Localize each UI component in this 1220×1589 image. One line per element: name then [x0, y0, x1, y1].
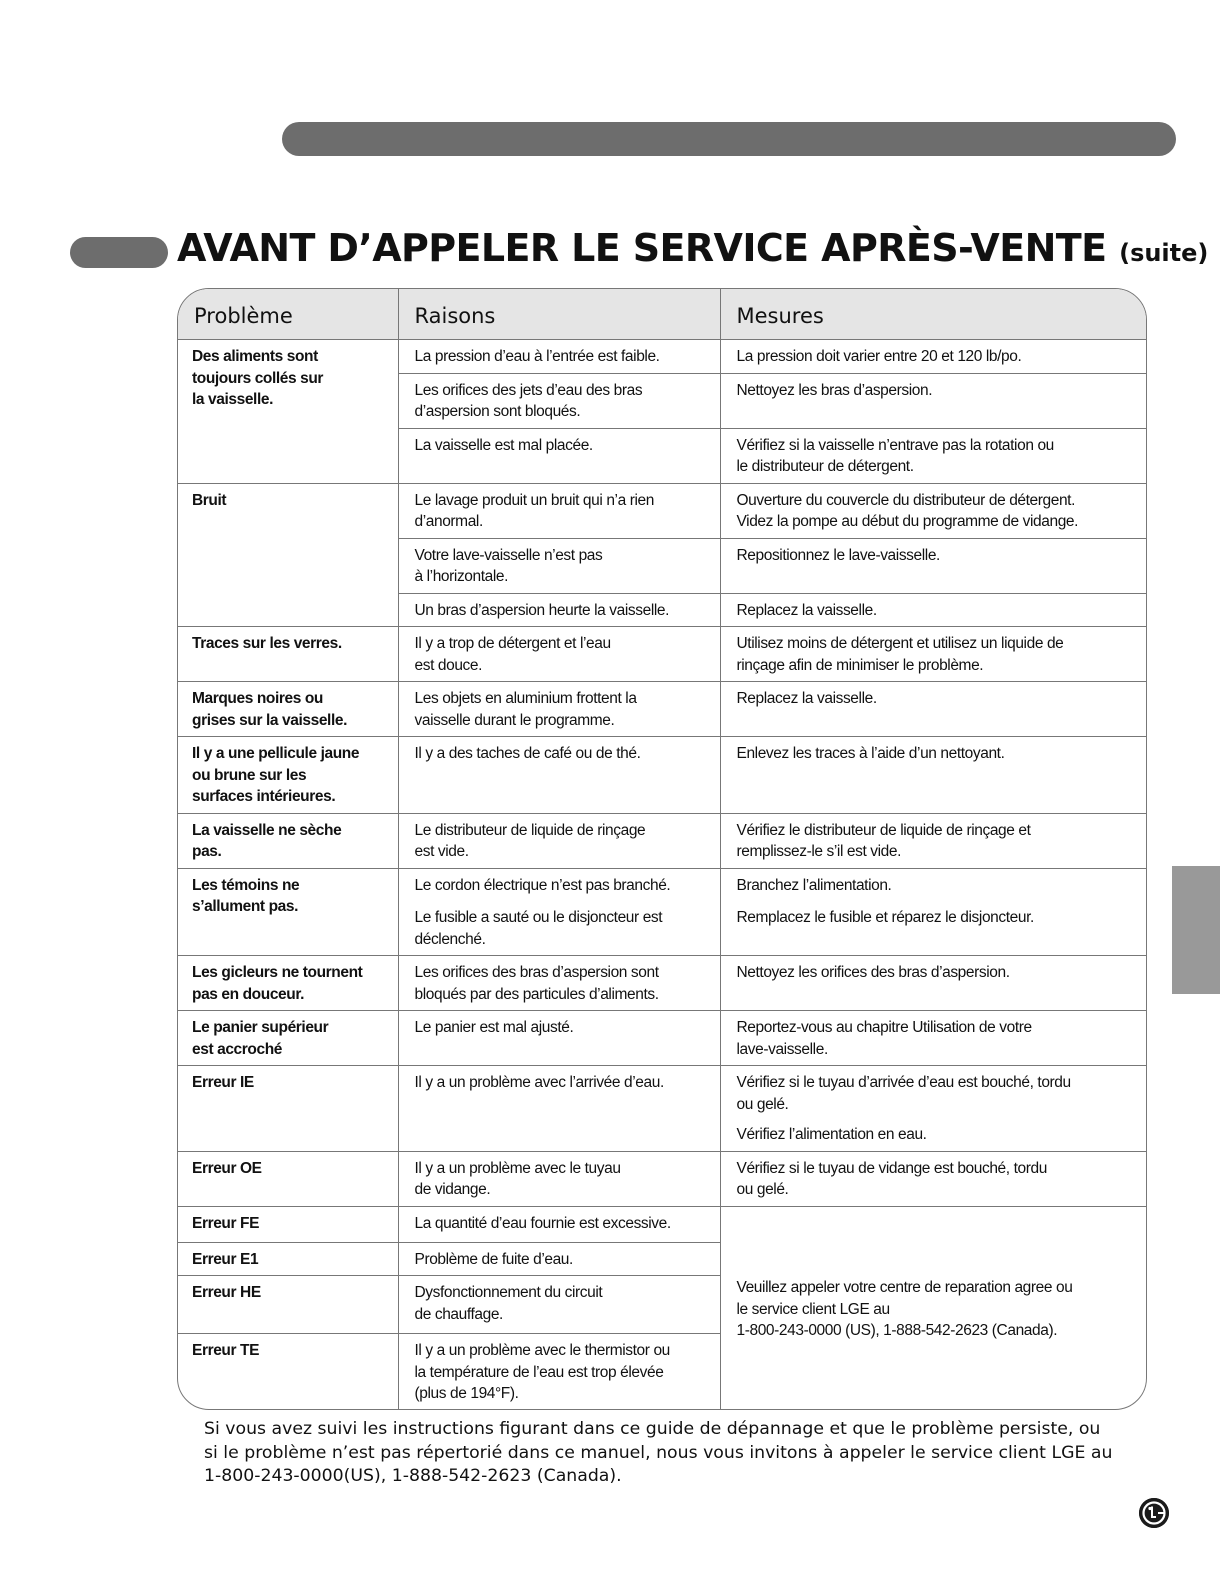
measure-cell	[720, 868, 1146, 901]
table-row	[178, 956, 1146, 1011]
reason-text: Il y a un problème avec le thermistor ou la température de l’eau est trop élevée (plus de 194°F).	[414, 1342, 670, 1402]
measure-cell	[720, 682, 1146, 737]
reason-cell	[398, 1242, 720, 1276]
reason-text: Les orifices des bras d’aspersion sont bloqués par des particules d’aliments.	[414, 964, 659, 1003]
measure-text: Branchez l’alimentation.	[736, 876, 892, 894]
problem-cell	[178, 813, 398, 868]
footer-note: Si vous avez suivi les instructions figurant dans ce guide de dépannage et que le problème persiste, ou si le problème n’est pas répertorié dans ce manuel, nous vous invitons à appeler le service client LGE au 1-800-243-0000(US), 1-888-542-2623 (Canada).	[204, 1419, 1113, 1486]
problem-cell	[178, 627, 398, 682]
measure-cell	[720, 956, 1146, 1011]
measure-cell	[720, 373, 1146, 428]
problem-text: Marques noires ou grises sur la vaisselle.	[192, 690, 347, 729]
problem-cell	[178, 956, 398, 1011]
measure-cell	[720, 340, 1146, 374]
problem-text: Erreur IE	[192, 1074, 254, 1091]
problem-cell	[178, 868, 398, 956]
problem-text: Le panier supérieur est accroché	[192, 1019, 329, 1058]
reason-cell	[398, 340, 720, 374]
reason-cell	[398, 1276, 720, 1334]
reason-cell	[398, 1334, 720, 1411]
reason-text: Votre lave-vaisselle n’est pas à l’horizontale.	[414, 546, 603, 585]
measure-cell	[720, 1066, 1146, 1152]
table-row	[178, 483, 1146, 538]
reason-cell	[398, 901, 720, 956]
measure-text: Enlevez les traces à l’aide d’un nettoyant.	[736, 745, 1005, 762]
measure-cell	[720, 428, 1146, 483]
problem-cell	[178, 737, 398, 814]
measure-text: Replacez la vaisselle.	[736, 690, 877, 707]
reason-text: Dysfonctionnement du circuit de chauffage.	[414, 1284, 603, 1323]
reason-text: Il y a un problème avec l’arrivée d’eau.	[414, 1074, 664, 1091]
reason-cell	[398, 627, 720, 682]
table-row	[178, 1151, 1146, 1206]
measure-text: Nettoyez les bras d’aspersion.	[736, 381, 933, 399]
measure-text: Veuillez appeler votre centre de reparation agree ou le service client LGE au 1-800-243-0000 (US), 1-888-542-2623 (Canada).	[736, 1279, 1073, 1339]
measure-cell	[720, 1151, 1146, 1206]
reason-cell	[398, 1066, 720, 1152]
measure-cell	[720, 737, 1146, 814]
problem-text: Erreur TE	[192, 1342, 260, 1359]
problem-text: Les témoins ne s’allument pas.	[192, 876, 300, 915]
reason-cell	[398, 483, 720, 538]
reason-text: Le panier est mal ajusté.	[414, 1019, 574, 1036]
problem-cell	[178, 340, 398, 484]
table-row	[178, 813, 1146, 868]
side-section-tab	[1172, 866, 1220, 994]
reason-text: Problème de fuite d’eau.	[414, 1250, 573, 1268]
problem-text: Erreur FE	[192, 1214, 260, 1232]
measure-text-secondary: Vérifiez l’alimentation en eau.	[736, 1126, 927, 1143]
problem-text: Erreur HE	[192, 1284, 261, 1301]
problem-text: La vaisselle ne sèche pas.	[192, 821, 342, 860]
reason-cell	[398, 593, 720, 627]
reason-cell	[398, 813, 720, 868]
reason-cell	[398, 956, 720, 1011]
reason-cell	[398, 538, 720, 593]
table-row	[178, 1011, 1146, 1066]
table-row	[178, 737, 1146, 814]
reason-cell	[398, 1151, 720, 1206]
measure-cell	[720, 483, 1146, 538]
problem-cell	[178, 1242, 398, 1276]
problem-cell	[178, 1011, 398, 1066]
header-problem: Problème	[178, 289, 398, 340]
table-header-row	[178, 289, 1146, 340]
table-row	[178, 627, 1146, 682]
measure-text: Replacez la vaisselle.	[736, 601, 877, 619]
reason-text: Le cordon électrique n’est pas branché.	[414, 876, 671, 894]
problem-text: Les gicleurs ne tournent pas en douceur.	[192, 964, 363, 1003]
measure-text: Vérifiez le distributeur de liquide de rinçage et remplissez-le s’il est vide.	[736, 821, 1031, 860]
measure-cell	[720, 538, 1146, 593]
problem-cell	[178, 1206, 398, 1242]
problem-cell	[178, 483, 398, 627]
problem-cell	[178, 1334, 398, 1411]
reason-cell	[398, 373, 720, 428]
measure-text: Nettoyez les orifices des bras d’aspersion.	[736, 964, 1010, 981]
measure-cell	[720, 1011, 1146, 1066]
measure-text: Vérifiez si le tuyau de vidange est bouché, tordu ou gelé.	[736, 1159, 1047, 1198]
troubleshooting-table	[177, 288, 1147, 1410]
problem-text: Erreur OE	[192, 1159, 262, 1177]
reason-cell	[398, 737, 720, 814]
problem-cell	[178, 1151, 398, 1206]
problem-text: Des aliments sont toujours collés sur la vaisselle.	[192, 348, 324, 408]
reason-text: Un bras d’aspersion heurte la vaisselle.	[414, 601, 670, 619]
problem-cell	[178, 682, 398, 737]
reason-text: La vaisselle est mal placée.	[414, 436, 593, 454]
page-title-suffix: (suite)	[1119, 239, 1209, 267]
measure-text: Repositionnez le lave-vaisselle.	[736, 546, 940, 564]
top-decorative-bar	[282, 122, 1176, 156]
title-decorative-pill	[70, 237, 168, 268]
measure-cell	[720, 813, 1146, 868]
troubleshooting-table-grid	[178, 289, 1146, 1410]
header-reason: Raisons	[398, 289, 720, 340]
measure-cell	[720, 901, 1146, 956]
lg-logo-icon	[1139, 1498, 1169, 1528]
measure-text: Utilisez moins de détergent et utilisez un liquide de rinçage afin de minimiser le problème.	[736, 635, 1064, 674]
measure-text: Ouverture du couvercle du distributeur de détergent. Videz la pompe au début du programme de vidange.	[736, 491, 1079, 530]
problem-cell	[178, 1276, 398, 1334]
problem-text: Traces sur les verres.	[192, 635, 342, 652]
header-measure: Mesures	[720, 289, 1146, 340]
measure-cell	[720, 593, 1146, 627]
measure-text: Vérifiez si la vaisselle n’entrave pas la rotation ou le distributeur de détergent.	[736, 436, 1054, 475]
reason-cell	[398, 1206, 720, 1242]
measure-text: Vérifiez si le tuyau d’arrivée d’eau est bouché, tordu ou gelé.	[736, 1074, 1071, 1113]
problem-text: Il y a une pellicule jaune ou brune sur les surfaces intérieures.	[192, 745, 360, 805]
table-row	[178, 682, 1146, 737]
table-row	[178, 1206, 1146, 1242]
table-row	[178, 340, 1146, 374]
reason-cell	[398, 868, 720, 901]
reason-text: Il y a un problème avec le tuyau de vidange.	[414, 1159, 621, 1198]
problem-cell	[178, 1066, 398, 1152]
reason-text: Les objets en aluminium frottent la vaisselle durant le programme.	[414, 690, 637, 729]
page-title-main: AVANT D’APPELER LE SERVICE APRÈS-VENTE	[177, 226, 1107, 270]
table-row	[178, 1066, 1146, 1152]
measure-cell	[720, 627, 1146, 682]
reason-text: La quantité d’eau fournie est excessive.	[414, 1214, 671, 1232]
reason-text: Les orifices des jets d’eau des bras d’aspersion sont bloqués.	[414, 381, 643, 420]
reason-text: Il y a des taches de café ou de thé.	[414, 745, 641, 762]
page-title	[177, 226, 1208, 270]
problem-text: Bruit	[192, 491, 227, 509]
reason-cell	[398, 1011, 720, 1066]
measure-text: Remplacez le fusible et réparez le disjoncteur.	[736, 909, 1034, 926]
measure-text: La pression doit varier entre 20 et 120 lb/po.	[736, 348, 1022, 365]
reason-text: La pression d’eau à l’entrée est faible.	[414, 348, 660, 365]
measure-text: Reportez-vous au chapitre Utilisation de votre lave-vaisselle.	[736, 1019, 1032, 1058]
problem-text: Erreur E1	[192, 1250, 259, 1268]
reason-cell	[398, 428, 720, 483]
reason-text: Le distributeur de liquide de rinçage est vide.	[414, 821, 646, 860]
reason-text: Le fusible a sauté ou le disjoncteur est déclenché.	[414, 909, 663, 948]
measure-cell-error-codes	[720, 1206, 1146, 1410]
reason-text: Il y a trop de détergent et l’eau est douce.	[414, 635, 611, 674]
reason-cell	[398, 682, 720, 737]
reason-text: Le lavage produit un bruit qui n’a rien d’anormal.	[414, 491, 654, 530]
table-row	[178, 868, 1146, 901]
